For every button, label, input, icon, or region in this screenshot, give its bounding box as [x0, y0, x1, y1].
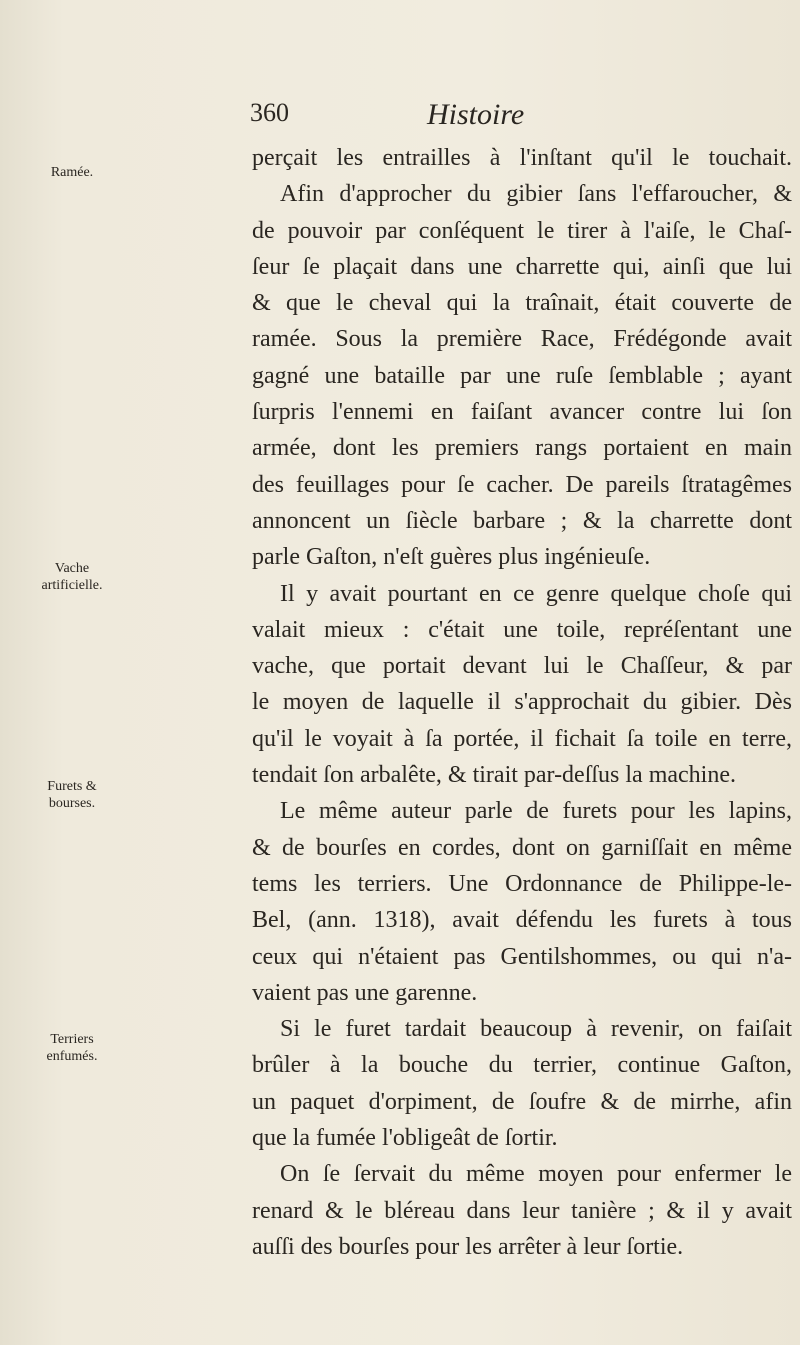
text-line: parle Gaſton, n'eſt guères plus ingénieuſe. — [252, 544, 651, 571]
text-line: Si le furet tardait beaucoup à revenir, on faiſait — [280, 1016, 792, 1043]
text-line: vache, que portait devant lui le Chaſſeur, & par — [252, 653, 792, 680]
text-line: gagné une bataille par une ruſe ſemblable ; ayant — [252, 362, 792, 389]
text-line: & de bourſes en cordes, dont on garniſſait en même — [252, 834, 792, 861]
text-line: valait mieux : c'était une toile, repréſentant une — [252, 616, 792, 643]
text-line: ramée. Sous la première Race, Frédégonde avait — [252, 326, 792, 353]
text-line: un paquet d'orpiment, de ſoufre & de mirrhe, afin — [252, 1088, 792, 1115]
text-line: ſurpris l'ennemi en faiſant avancer contre lui ſon — [252, 399, 792, 426]
text-line: ceux qui n'étaient pas Gentilshommes, ou qui n'a- — [252, 943, 792, 970]
margin-note: Ramée. — [50, 165, 94, 180]
margin-note: Furets & bourses. — [47, 779, 97, 811]
text-line: annoncent un ſiècle barbare ; & la charrette dont — [252, 507, 792, 534]
text-line: Bel, (ann. 1318), avait défendu les furets à tous — [252, 907, 792, 934]
body-text — [252, 140, 792, 1265]
running-title: Histoire — [427, 98, 525, 131]
text-line: Il y avait pourtant en ce genre quelque choſe qui — [280, 580, 792, 607]
text-line: de pouvoir par conſéquent le tirer à l'aiſe, le Chaſ- — [252, 217, 792, 244]
text-line: le moyen de laquelle il s'approchait du gibier. Dès — [252, 689, 792, 716]
text-line: Afin d'approcher du gibier ſans l'effaroucher, & — [280, 181, 792, 208]
text-line: tems les terriers. Une Ordonnance de Philippe-le- — [252, 870, 792, 897]
margin-note: Vache artificielle. — [41, 561, 103, 593]
margin-note: Terriers enfumés. — [46, 1032, 98, 1064]
text-line: ſeur ſe plaçait dans une charrette qui, ainſi que lui — [252, 253, 792, 280]
text-line: que la fumée l'obligeât de ſortir. — [252, 1125, 558, 1152]
text-line: perçait les entrailles à l'inſtant qu'il le touchait. — [252, 145, 792, 171]
text-line: renard & le bléreau dans leur tanière ; & il y avait — [252, 1197, 792, 1224]
text-line: auſſi des bourſes pour les arrêter à leur ſortie. — [252, 1233, 684, 1260]
text-line: qu'il le voyait à ſa portée, il fichait ſa toile en terre, — [252, 725, 792, 752]
page-number: 360 — [250, 98, 289, 127]
text-line: Le même auteur parle de furets pour les lapins, — [280, 798, 792, 825]
text-line: armée, dont les premiers rangs portaient en main — [252, 435, 792, 462]
text-line: des feuillages pour ſe cacher. De pareils ſtratagêmes — [252, 471, 792, 498]
text-line: tendait ſon arbalête, & tirait par-deſſus la machine. — [252, 762, 736, 789]
text-line: On ſe ſervait du même moyen pour enfermer le — [280, 1161, 792, 1188]
text-line: brûler à la bouche du terrier, continue Gaſton, — [252, 1052, 792, 1079]
text-line: & que le cheval qui la traînait, était couverte de — [252, 290, 792, 317]
text-line: vaient pas une garenne. — [252, 979, 478, 1006]
